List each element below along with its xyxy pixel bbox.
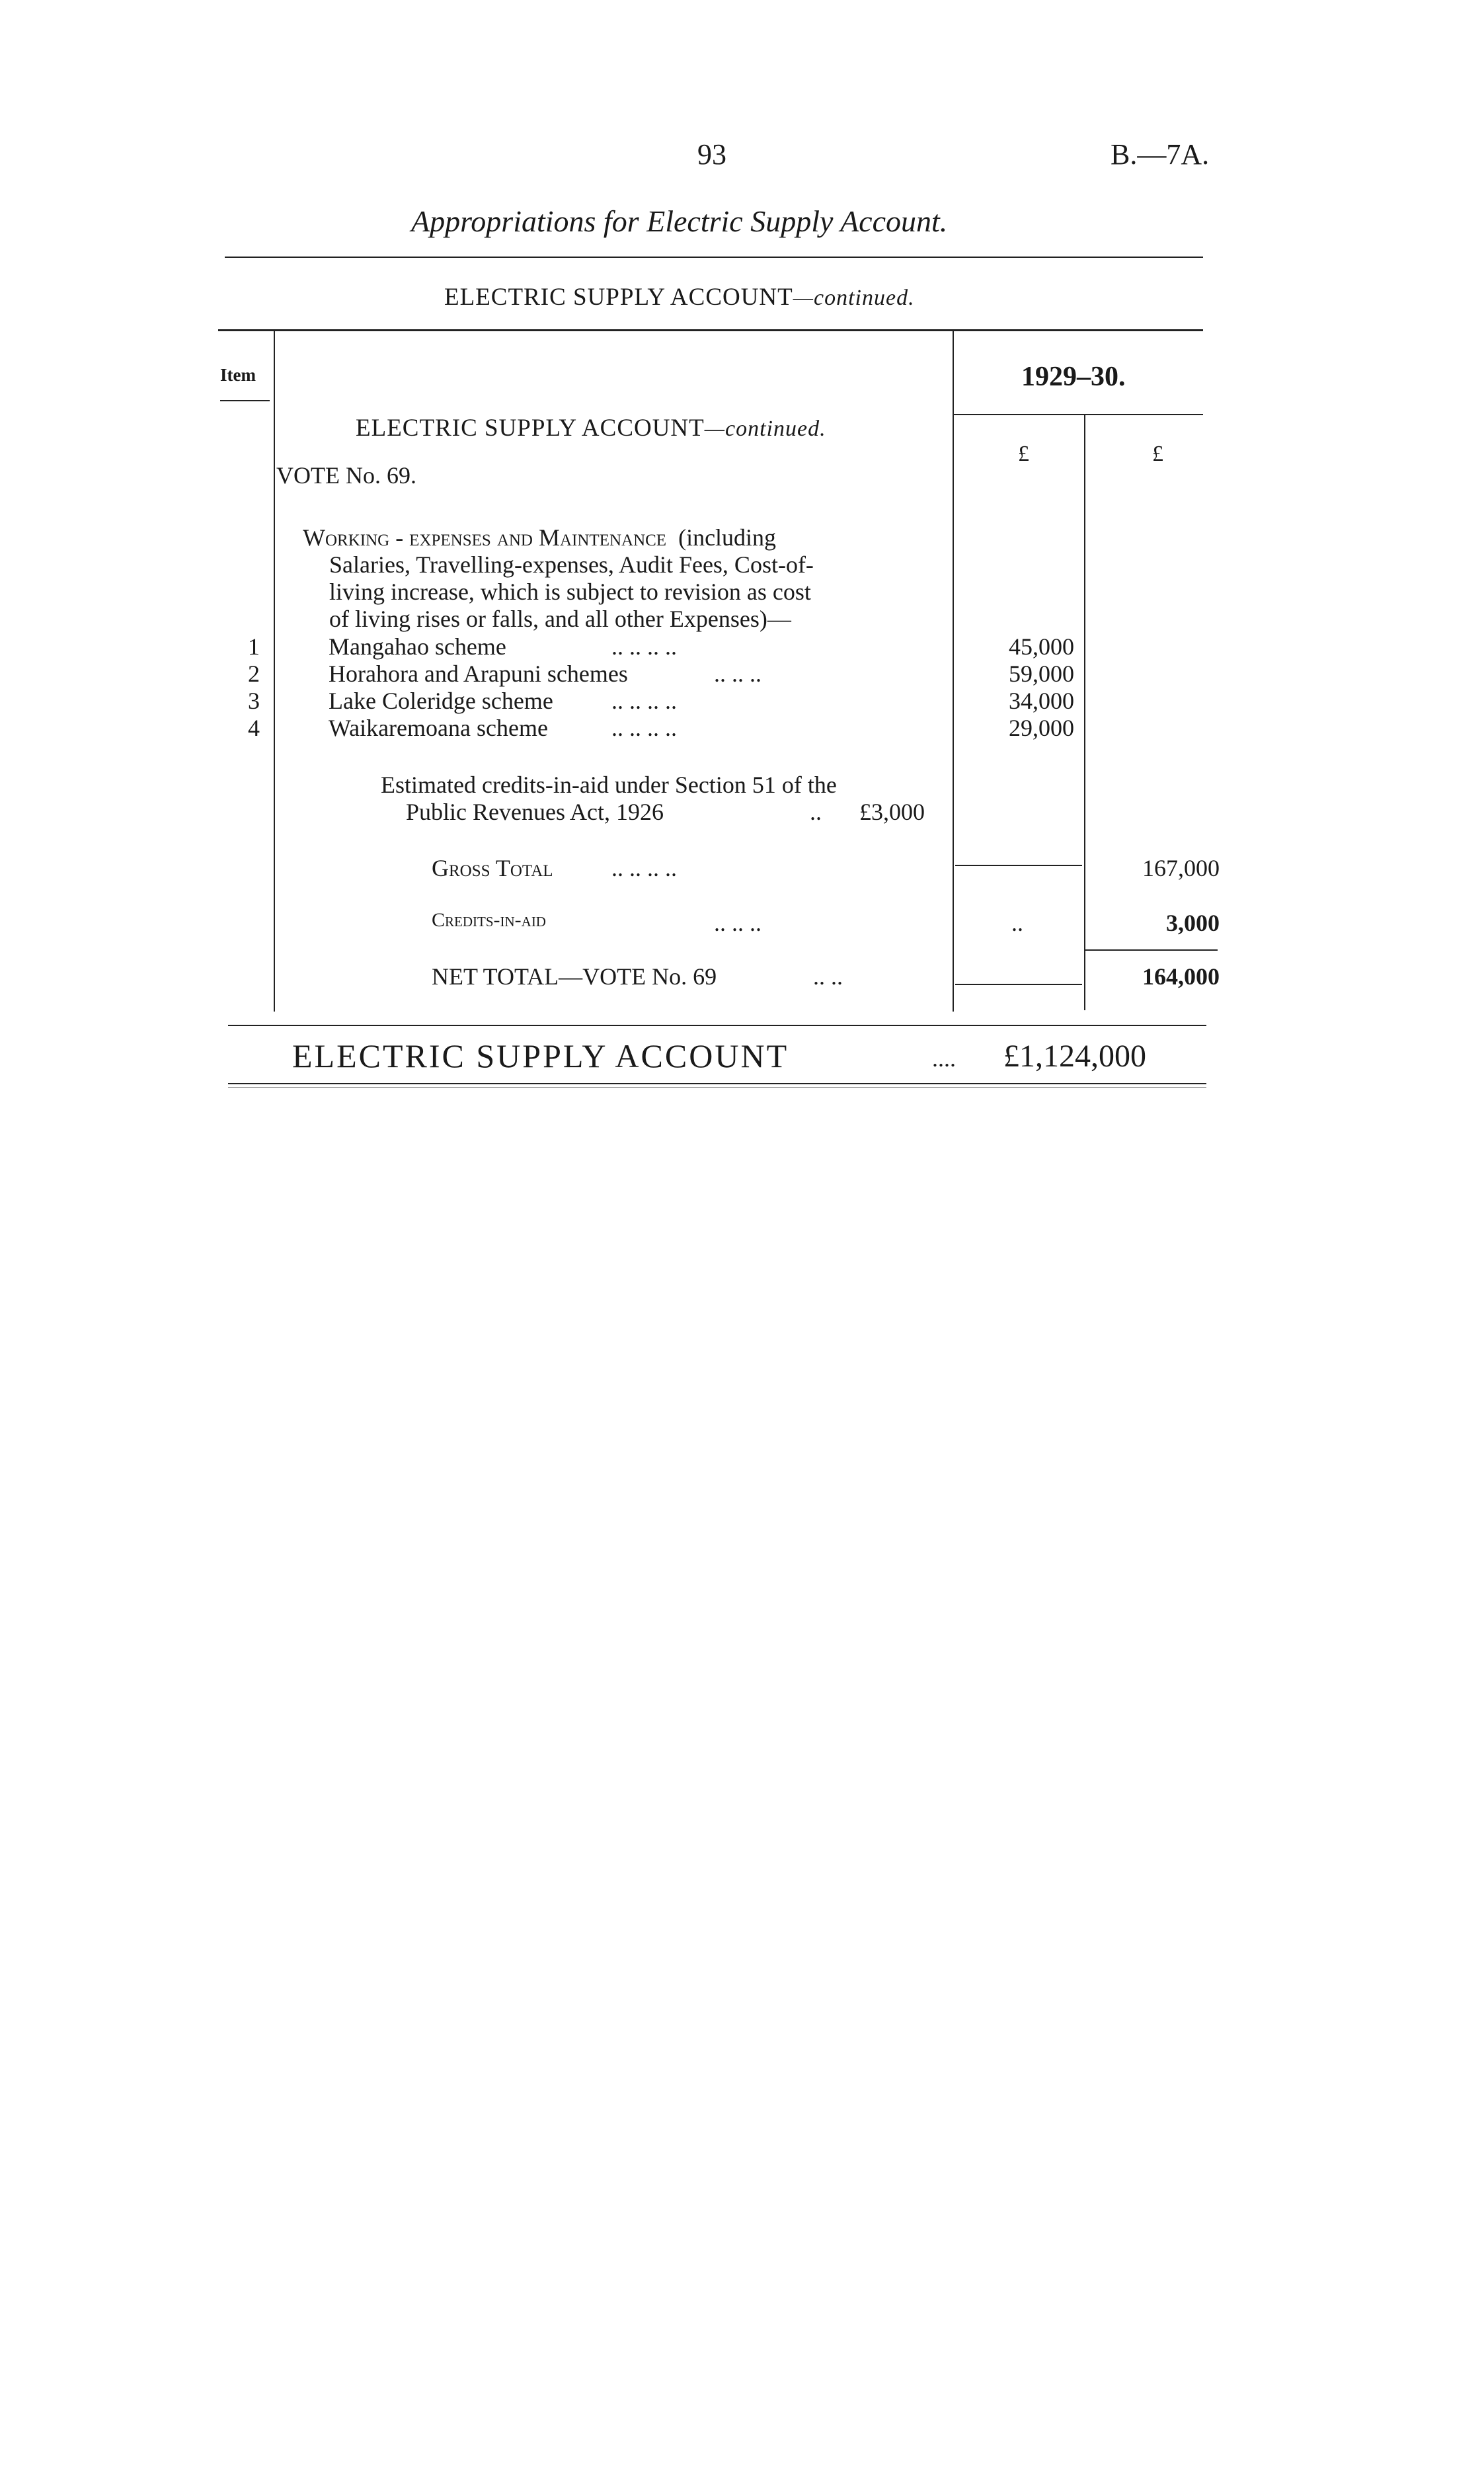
page-number: 93 <box>697 138 726 171</box>
account-total-leader-dots: .... <box>932 1045 956 1072</box>
rule-vertical-item <box>274 331 275 1012</box>
gross-total-leader-dots: .. .. .. .. <box>611 855 677 881</box>
rule-gross-total <box>955 865 1082 866</box>
rule-vertical-description <box>953 331 954 1012</box>
item-leader-dots: .. .. .. <box>714 660 762 687</box>
vote-number: VOTE No. 69. <box>276 462 416 489</box>
credits-in-aid-leader-dots: .. .. .. <box>714 910 762 936</box>
gross-total-label: Gross Total <box>432 855 553 881</box>
rule-footer-bottom-1 <box>228 1083 1206 1084</box>
item-label: Mangahao scheme <box>329 633 506 660</box>
description-line-4: of living rises or falls, and all other Expenses)— <box>329 606 791 632</box>
rule-top <box>225 257 1203 258</box>
credits-in-aid-amount: 3,000 <box>1166 910 1220 936</box>
column-header-pound-2: £ <box>1152 442 1163 466</box>
item-amount: 45,000 <box>1009 633 1074 660</box>
item-number: 4 <box>248 715 260 741</box>
net-total-label: NET TOTAL—VOTE No. 69 <box>432 963 717 990</box>
rule-credits-in-aid <box>1085 949 1218 951</box>
rule-vertical-amount <box>1084 415 1085 1010</box>
account-total-amount: £1,124,000 <box>1003 1039 1146 1074</box>
account-total-label: ELECTRIC SUPPLY ACCOUNT <box>292 1037 789 1074</box>
net-total-leader-dots: .. .. <box>813 963 843 990</box>
credits-in-aid-label: Credits-in-aid <box>432 909 546 931</box>
rule-table-top <box>218 329 1203 331</box>
description-line-2: Salaries, Travelling-expenses, Audit Fees, Cost-of- <box>329 551 814 578</box>
item-leader-dots: .. .. .. .. <box>611 633 677 660</box>
column-header-pound-1: £ <box>1018 442 1029 466</box>
rule-net-total <box>955 984 1082 985</box>
item-amount: 59,000 <box>1009 660 1074 687</box>
rule-item-header <box>220 400 270 401</box>
item-leader-dots: .. .. .. .. <box>611 688 677 714</box>
page-subtitle: Appropriations for Electric Supply Account. <box>411 204 948 238</box>
item-amount: 29,000 <box>1009 715 1074 741</box>
description-line-1: Working - expenses and Maintenance (including <box>303 524 777 551</box>
item-number: 3 <box>248 688 260 714</box>
credits-note-line-1: Estimated credits-in-aid under Section 51 of the <box>381 772 837 798</box>
net-total-amount: 164,000 <box>1142 963 1220 990</box>
column-header-year: 1929–30. <box>1021 362 1126 392</box>
inner-heading: ELECTRIC SUPPLY ACCOUNT—continued. <box>356 415 826 442</box>
rule-footer-bottom-2 <box>228 1087 1206 1088</box>
rule-footer-top <box>228 1025 1206 1026</box>
item-label: Waikaremoana scheme <box>329 715 548 741</box>
gross-total-amount: 167,000 <box>1142 855 1220 881</box>
rule-year-header <box>954 414 1203 415</box>
item-number: 2 <box>248 660 260 687</box>
credits-note-leader-dots: .. <box>810 799 822 825</box>
description-line-3: living increase, which is subject to revision as cost <box>329 579 811 605</box>
item-leader-dots: .. .. .. .. <box>611 715 677 741</box>
item-label: Lake Coleridge scheme <box>329 688 553 714</box>
item-number: 1 <box>248 633 260 660</box>
section-heading: ELECTRIC SUPPLY ACCOUNT—continued. <box>444 284 915 311</box>
credits-note-amount: £3,000 <box>859 799 925 825</box>
column-header-item: Item <box>220 365 256 385</box>
credits-note-line-2: Public Revenues Act, 1926 <box>406 799 664 825</box>
document-reference: B.—7A. <box>1111 138 1210 171</box>
item-amount: 34,000 <box>1009 688 1074 714</box>
item-label: Horahora and Arapuni schemes <box>329 660 628 687</box>
credits-in-aid-col1-dots: .. <box>1011 910 1023 936</box>
